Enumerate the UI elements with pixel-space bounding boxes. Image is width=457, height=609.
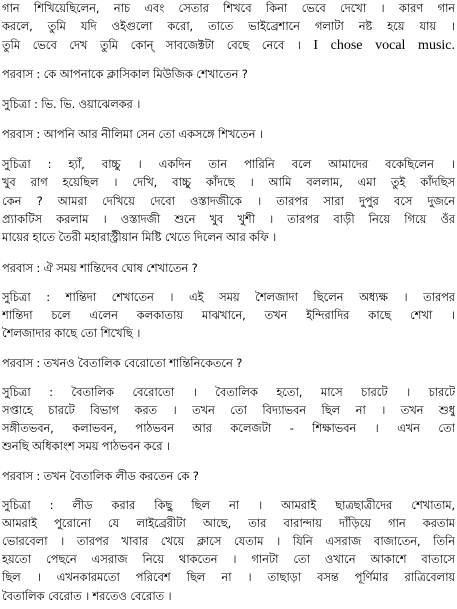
text-line — [2, 569, 455, 585]
line-text: কেন ? আমরা দেখিয়ে দেবো ওস্তাদজীকে । তারপর সারা দুপুর বসে দুজনে — [2, 194, 455, 208]
text-line — [2, 289, 455, 305]
text-line — [2, 211, 455, 227]
line-text: সপ্তাহে চারটে বিভাগ করত । তখন তো বিদ্যাভবন ছিল না । তখন শুধু — [2, 403, 455, 417]
line-text: ভোরবেলা । তারপর খাবার খেয়ে ক্লাসে যেতাম । যিনি এসরাজ বাজাতেন, তিনি — [2, 534, 455, 548]
line-text: পরবাস : কে আপনাকে ক্লাসিকাল মিউজিক শেখাতেন ? — [2, 67, 248, 81]
text-line — [2, 384, 455, 400]
line-text: সুচিত্রা : বৈতালিক বেরোতো । বৈতালিক হতো, মাসে চারটে । চারটে — [2, 385, 455, 399]
line-text: হয়তো পেছনে এসরাজ নিয়ে থাকতেন । গানটা তো ওখানে আকাশে বাতাসে — [2, 552, 455, 566]
line-text: করলে, তুমি যদি ওইগুলো করো, তাতে ভাইব্রেশানে গলাটা নষ্ট হয়ে যায় । — [2, 19, 455, 33]
text-line — [2, 174, 455, 190]
text-line — [2, 126, 455, 142]
line-text: শৈলজাদার কাছে তো শিখেছি । — [2, 326, 141, 340]
line-text: গান শিখিয়েছিলেন, নাচ এবং সেতার শিখবে কিনা ভেবে দেখো । কারণ গান — [2, 1, 455, 15]
line-text: সুচিত্রা : শান্তিদা শেখাতেন । এই সময় শৈলজাদা ছিলেন অধ্যক্ষ । তারপর — [2, 290, 455, 304]
text-line — [2, 402, 455, 418]
text-line — [2, 229, 455, 245]
text-line — [2, 551, 455, 567]
line-text: খুব রাগ হয়েছিল । দেখি, বাচ্চু কাঁদছে । আমি বললাম, এমা তুই কাঁদছিস — [2, 175, 455, 189]
text-line — [2, 96, 455, 112]
english-quote: I chose vocal music. — [313, 38, 455, 53]
text-line — [2, 438, 455, 454]
line-text: সঙ্গীতভবন, কলাভবন, পাঠভবন আর কলেজটা - শিক্ষাভবন । এখন তো — [2, 421, 455, 435]
line-text: সুচিত্রা : হ্যাঁ, বাচ্চু । একদিন তান পারিনি বলে আমাদের বকেছিলেন । — [2, 157, 455, 171]
text-line — [2, 307, 455, 323]
line-text: শান্তিদা চলে এলেন কলকাতায় মাঝখানে, তখন ইন্দিরাদির কাছে শেখা । — [2, 308, 455, 322]
text-line — [2, 515, 455, 531]
line-text: সুচিত্রা : ভি. ভি. ওয়াঝেলকর । — [2, 97, 141, 111]
line-text: বৈতালিক বেরোত । শরতেও বেরোত । — [2, 589, 172, 603]
line-text: পরবাস : আপনি আর নীলিমা সেন তো একসঙ্গে শিখতেন । — [2, 127, 263, 141]
text-line — [2, 588, 455, 604]
text-line — [2, 325, 455, 341]
line-text: তুমি ভেবে দেখ তুমি কোন্ সাবজেক্টটা বেছে নেবে । — [2, 38, 301, 52]
text-line — [2, 497, 455, 513]
line-text: পরবাস : ঐ সময় শান্তিদেব ঘোষ শেখাতেন ? — [2, 261, 198, 275]
text-line — [2, 355, 455, 371]
line-text: পরবাস : তখন বৈতালিক লীড করতেন কে ? — [2, 469, 199, 483]
line-text: পরবাস : তখনও বৈতালিক বেরোতো শান্তিনিকেতনে ? — [2, 356, 243, 370]
text-line — [2, 533, 455, 549]
text-line — [2, 260, 455, 276]
line-text: আমরাই পুরোনো যে লাইব্রেরীটা আছে, তার বারান্দায় দাঁড়িয়ে গান করতাম — [2, 516, 455, 530]
line-text: সুচিত্রা : লীড করার কিছু ছিল না । আমরাই ছাত্রছাত্রীদের শেখাতাম, — [2, 498, 455, 512]
text-line — [2, 420, 455, 436]
text-line — [2, 156, 455, 172]
line-text: শুনছি অধিকাংশ সময় পাঠভবন করে । — [2, 439, 170, 453]
text-line — [2, 66, 455, 82]
text-line — [2, 0, 455, 16]
text-line — [2, 468, 455, 484]
text-line — [2, 18, 455, 34]
text-line — [2, 193, 455, 209]
text-line — [2, 37, 455, 54]
line-text: ছিল । এখনকারমতো পরিবেশ ছিল না । তাছাড়া বসন্ত পূর্ণিমার রাত্রিবেলায় — [2, 570, 455, 584]
line-text: মায়ের হাতে তৈরী মহারাস্ট্রীয়ান মিষ্টি খেতে দিলেন আর কফি । — [2, 230, 277, 244]
line-text: প্র্যাকটিস করলাম । ওস্তাদজী শুনে খুব খুশী । তারপর বাড়ী নিয়ে গিয়ে ওঁর — [2, 212, 455, 226]
